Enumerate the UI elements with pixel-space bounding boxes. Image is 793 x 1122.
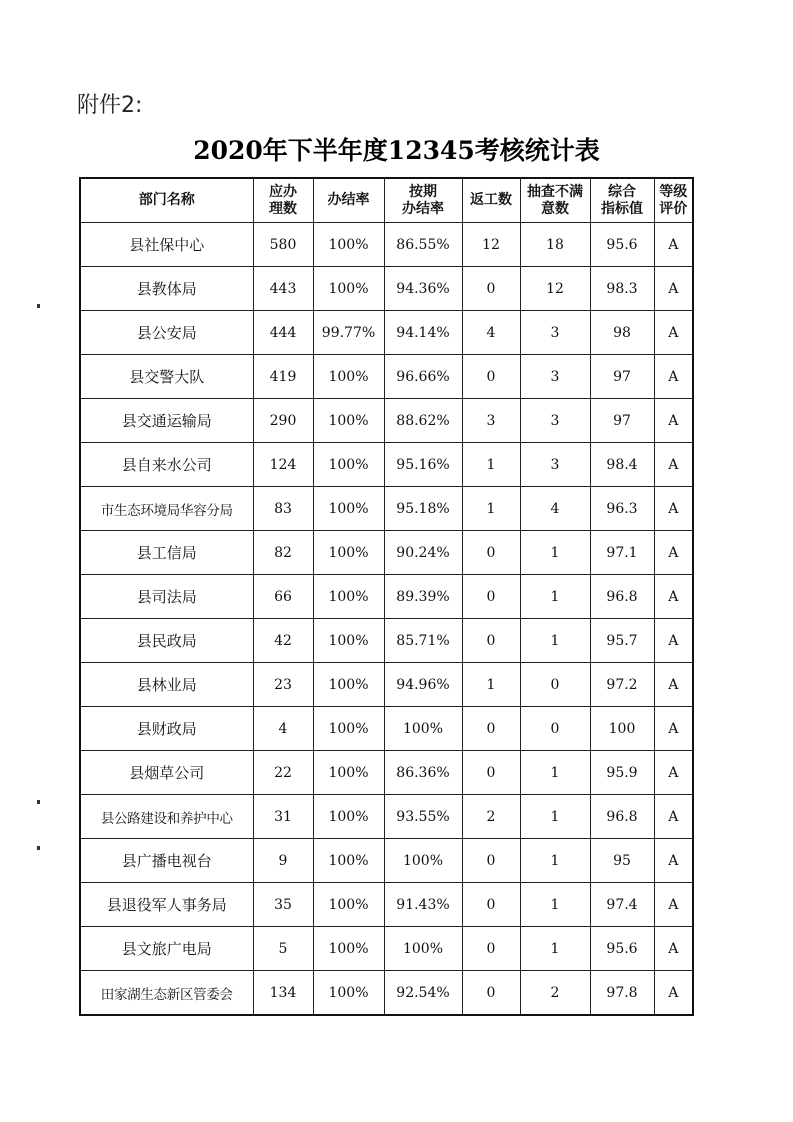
cell-ontime-rate: 94.96%: [384, 663, 462, 707]
cell-composite: 95.9: [590, 751, 654, 795]
cell-completion-rate: 100%: [313, 487, 384, 531]
cell-unsatisfied: 1: [520, 575, 590, 619]
table-row: [80, 355, 693, 399]
cell-ontime-rate: 100%: [384, 839, 462, 883]
table-row: [80, 267, 693, 311]
cell-handled: 31: [253, 795, 313, 839]
header-unsatisfied: 抽查不满 意数: [520, 178, 590, 223]
cell-handled: 580: [253, 223, 313, 267]
cell-dept: 县教体局: [80, 267, 253, 311]
cell-composite: 96.8: [590, 575, 654, 619]
cell-composite: 95.6: [590, 223, 654, 267]
cell-unsatisfied: 3: [520, 399, 590, 443]
cell-dept: 县林业局: [80, 663, 253, 707]
cell-handled: 42: [253, 619, 313, 663]
cell-ontime-rate: 100%: [384, 707, 462, 751]
cell-dept: 县退役军人事务局: [80, 883, 253, 927]
cell-unsatisfied: 0: [520, 663, 590, 707]
cell-unsatisfied: 1: [520, 839, 590, 883]
cell-dept: 县交通运输局: [80, 399, 253, 443]
cell-completion-rate: 100%: [313, 751, 384, 795]
cell-grade: A: [654, 355, 693, 399]
scan-mark: [37, 304, 40, 308]
cell-dept: 县公路建设和养护中心: [80, 795, 253, 839]
cell-rework: 0: [462, 971, 520, 1016]
cell-handled: 124: [253, 443, 313, 487]
cell-handled: 22: [253, 751, 313, 795]
cell-unsatisfied: 18: [520, 223, 590, 267]
cell-rework: 12: [462, 223, 520, 267]
cell-composite: 95.7: [590, 619, 654, 663]
cell-grade: A: [654, 707, 693, 751]
cell-dept: 县广播电视台: [80, 839, 253, 883]
cell-handled: 134: [253, 971, 313, 1016]
cell-completion-rate: 100%: [313, 443, 384, 487]
cell-unsatisfied: 3: [520, 443, 590, 487]
cell-completion-rate: 99.77%: [313, 311, 384, 355]
header-grade: 等级 评价: [654, 178, 693, 223]
table-row: [80, 839, 693, 883]
cell-completion-rate: 100%: [313, 971, 384, 1016]
cell-ontime-rate: 86.36%: [384, 751, 462, 795]
cell-rework: 0: [462, 619, 520, 663]
page-title: 2020年下半年度12345考核统计表: [193, 136, 600, 165]
cell-dept: 市生态环境局华容分局: [80, 487, 253, 531]
cell-unsatisfied: 0: [520, 707, 590, 751]
cell-composite: 96.3: [590, 487, 654, 531]
cell-ontime-rate: 95.18%: [384, 487, 462, 531]
cell-grade: A: [654, 971, 693, 1016]
cell-rework: 0: [462, 839, 520, 883]
cell-composite: 97.2: [590, 663, 654, 707]
cell-dept: 县文旅广电局: [80, 927, 253, 971]
cell-handled: 5: [253, 927, 313, 971]
table-row: [80, 487, 693, 531]
cell-grade: A: [654, 487, 693, 531]
cell-rework: 1: [462, 487, 520, 531]
cell-handled: 23: [253, 663, 313, 707]
cell-completion-rate: 100%: [313, 399, 384, 443]
cell-rework: 4: [462, 311, 520, 355]
cell-dept: 县自来水公司: [80, 443, 253, 487]
cell-rework: 0: [462, 531, 520, 575]
table-row: [80, 707, 693, 751]
cell-rework: 1: [462, 663, 520, 707]
cell-unsatisfied: 1: [520, 883, 590, 927]
cell-grade: A: [654, 399, 693, 443]
cell-completion-rate: 100%: [313, 267, 384, 311]
cell-unsatisfied: 1: [520, 927, 590, 971]
table-row: [80, 795, 693, 839]
cell-grade: A: [654, 751, 693, 795]
header-ontime-rate: 按期 办结率: [384, 178, 462, 223]
table-row: [80, 531, 693, 575]
cell-ontime-rate: 88.62%: [384, 399, 462, 443]
cell-handled: 82: [253, 531, 313, 575]
cell-unsatisfied: 3: [520, 311, 590, 355]
cell-ontime-rate: 91.43%: [384, 883, 462, 927]
cell-composite: 97.4: [590, 883, 654, 927]
table-row: [80, 751, 693, 795]
table-row: [80, 883, 693, 927]
table-row: [80, 311, 693, 355]
cell-composite: 97: [590, 399, 654, 443]
cell-composite: 97.8: [590, 971, 654, 1016]
cell-dept: 县社保中心: [80, 223, 253, 267]
cell-completion-rate: 100%: [313, 575, 384, 619]
table-row: [80, 399, 693, 443]
cell-handled: 419: [253, 355, 313, 399]
table-row: [80, 443, 693, 487]
cell-grade: A: [654, 575, 693, 619]
table-row: [80, 223, 693, 267]
cell-ontime-rate: 100%: [384, 927, 462, 971]
cell-composite: 97.1: [590, 531, 654, 575]
cell-unsatisfied: 3: [520, 355, 590, 399]
cell-grade: A: [654, 883, 693, 927]
cell-unsatisfied: 4: [520, 487, 590, 531]
cell-composite: 100: [590, 707, 654, 751]
cell-ontime-rate: 94.14%: [384, 311, 462, 355]
cell-grade: A: [654, 927, 693, 971]
assessment-table: [79, 177, 694, 1016]
table-row: [80, 927, 693, 971]
cell-unsatisfied: 1: [520, 751, 590, 795]
scan-mark: [37, 800, 40, 804]
cell-composite: 95: [590, 839, 654, 883]
cell-completion-rate: 100%: [313, 619, 384, 663]
cell-unsatisfied: 1: [520, 619, 590, 663]
header-handled: 应办 理数: [253, 178, 313, 223]
cell-grade: A: [654, 267, 693, 311]
cell-composite: 98.3: [590, 267, 654, 311]
cell-handled: 290: [253, 399, 313, 443]
cell-handled: 35: [253, 883, 313, 927]
cell-handled: 443: [253, 267, 313, 311]
header-rework: 返工数: [462, 178, 520, 223]
cell-dept: 县工信局: [80, 531, 253, 575]
header-row: [80, 178, 693, 223]
attachment-label: 附件2:: [77, 93, 143, 118]
cell-composite: 97: [590, 355, 654, 399]
cell-rework: 2: [462, 795, 520, 839]
cell-rework: 0: [462, 707, 520, 751]
cell-composite: 98.4: [590, 443, 654, 487]
cell-ontime-rate: 86.55%: [384, 223, 462, 267]
table-row: [80, 619, 693, 663]
header-composite: 综合 指标值: [590, 178, 654, 223]
cell-dept: 县烟草公司: [80, 751, 253, 795]
header-completion-rate: 办结率: [313, 178, 384, 223]
cell-completion-rate: 100%: [313, 795, 384, 839]
cell-grade: A: [654, 663, 693, 707]
cell-grade: A: [654, 443, 693, 487]
cell-handled: 9: [253, 839, 313, 883]
cell-grade: A: [654, 531, 693, 575]
cell-rework: 0: [462, 927, 520, 971]
cell-completion-rate: 100%: [313, 707, 384, 751]
cell-dept: 县公安局: [80, 311, 253, 355]
cell-rework: 1: [462, 443, 520, 487]
scan-mark: [37, 846, 40, 850]
cell-rework: 0: [462, 883, 520, 927]
header-dept: 部门名称: [80, 178, 253, 223]
table-row: [80, 971, 693, 1016]
table-row: [80, 575, 693, 619]
cell-ontime-rate: 89.39%: [384, 575, 462, 619]
cell-dept: 县财政局: [80, 707, 253, 751]
cell-completion-rate: 100%: [313, 839, 384, 883]
cell-ontime-rate: 95.16%: [384, 443, 462, 487]
cell-completion-rate: 100%: [313, 223, 384, 267]
cell-rework: 3: [462, 399, 520, 443]
cell-grade: A: [654, 619, 693, 663]
cell-unsatisfied: 1: [520, 531, 590, 575]
cell-ontime-rate: 94.36%: [384, 267, 462, 311]
cell-composite: 98: [590, 311, 654, 355]
cell-dept: 田家湖生态新区管委会: [80, 971, 253, 1016]
cell-grade: A: [654, 311, 693, 355]
cell-unsatisfied: 12: [520, 267, 590, 311]
cell-ontime-rate: 92.54%: [384, 971, 462, 1016]
cell-ontime-rate: 93.55%: [384, 795, 462, 839]
cell-composite: 96.8: [590, 795, 654, 839]
cell-completion-rate: 100%: [313, 663, 384, 707]
cell-rework: 0: [462, 575, 520, 619]
cell-completion-rate: 100%: [313, 927, 384, 971]
cell-handled: 83: [253, 487, 313, 531]
cell-ontime-rate: 90.24%: [384, 531, 462, 575]
cell-dept: 县司法局: [80, 575, 253, 619]
cell-rework: 0: [462, 751, 520, 795]
table-row: [80, 663, 693, 707]
cell-handled: 66: [253, 575, 313, 619]
cell-dept: 县交警大队: [80, 355, 253, 399]
cell-unsatisfied: 1: [520, 795, 590, 839]
cell-handled: 444: [253, 311, 313, 355]
cell-completion-rate: 100%: [313, 883, 384, 927]
cell-grade: A: [654, 795, 693, 839]
cell-grade: A: [654, 839, 693, 883]
cell-composite: 95.6: [590, 927, 654, 971]
cell-completion-rate: 100%: [313, 531, 384, 575]
cell-unsatisfied: 2: [520, 971, 590, 1016]
cell-ontime-rate: 96.66%: [384, 355, 462, 399]
cell-grade: A: [654, 223, 693, 267]
cell-ontime-rate: 85.71%: [384, 619, 462, 663]
cell-handled: 4: [253, 707, 313, 751]
cell-rework: 0: [462, 355, 520, 399]
cell-completion-rate: 100%: [313, 355, 384, 399]
cell-dept: 县民政局: [80, 619, 253, 663]
cell-rework: 0: [462, 267, 520, 311]
